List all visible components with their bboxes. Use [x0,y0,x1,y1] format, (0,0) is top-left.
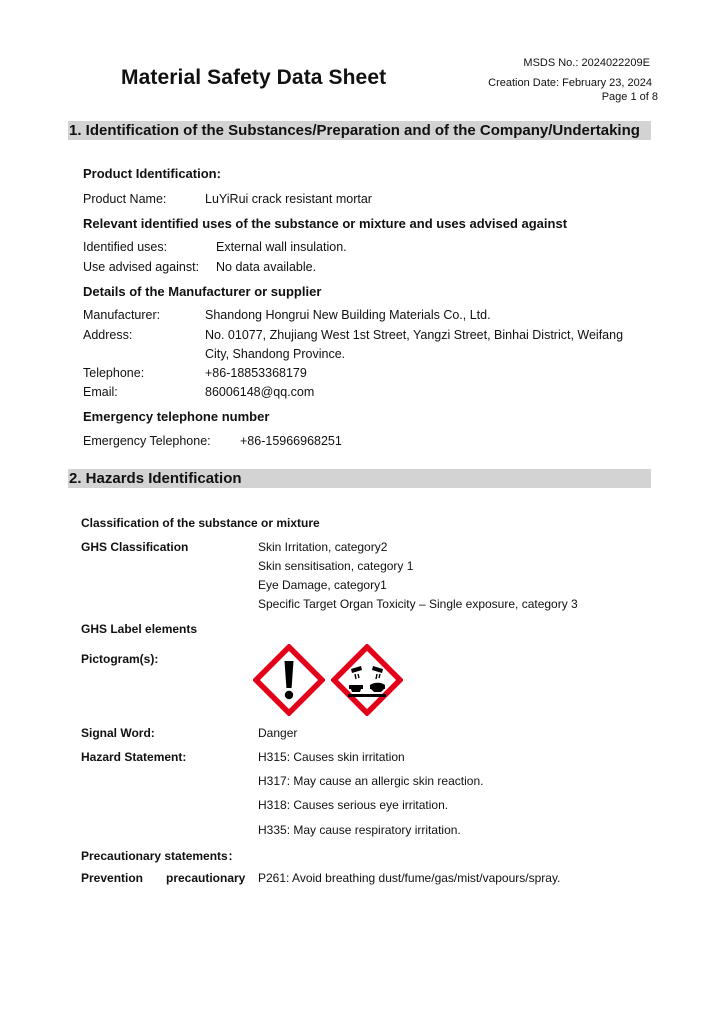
manufacturer-heading: Details of the Manufacturer or supplier [83,284,322,299]
classification-heading: Classification of the substance or mixture [81,516,320,530]
use-advised-against-label: Use advised against: [83,260,200,274]
signal-word-label: Signal Word: [81,726,155,740]
document-title: Material Safety Data Sheet [121,66,387,89]
telephone-value: +86-18853368179 [205,366,307,380]
hazard-statement: H318: Causes serious eye irritation. [258,798,449,812]
prevention-label-precautionary: precautionary [166,871,246,885]
emergency-telephone-label: Emergency Telephone: [83,434,211,448]
label-elements-heading: GHS Label elements [81,622,198,636]
email-value: 86006148@qq.com [205,385,315,399]
section-1-title: 1. Identification of the Substances/Preparation and of the Company/Undertaking [69,122,640,139]
emergency-heading: Emergency telephone number [83,409,270,424]
corrosion-icon [331,644,403,716]
emergency-telephone-value: +86-15966968251 [240,434,342,448]
manufacturer-label: Manufacturer: [83,308,161,322]
creation-date: Creation Date: February 23, 2024 [488,77,652,89]
ghs-classification-item: Skin Irritation, category2 [258,540,388,554]
signal-word-value: Danger [258,726,298,740]
identified-uses-label: Identified uses: [83,240,168,254]
ghs-classification-item: Skin sensitisation, category 1 [258,559,414,573]
manufacturer-value: Shandong Hongrui New Building Materials Co., Ltd. [205,308,491,322]
exclamation-mark-icon [253,644,325,716]
hazard-statement: H317: May cause an allergic skin reaction. [258,774,484,788]
precautionary-heading: Precautionary statements： [81,849,240,863]
ghs-classification-item: Eye Damage, category1 [258,578,387,592]
product-name-label: Product Name: [83,192,167,206]
pictogram-label: Pictogram(s): [81,652,159,666]
address-label: Address: [83,328,133,342]
msds-number: MSDS No.: 2024022209E [523,57,650,69]
section-1-header [68,121,651,140]
uses-heading: Relevant identified uses of the substance or mixture and uses advised against [83,216,568,231]
prevention-value: P261: Avoid breathing dust/fume/gas/mist/vapours/spray. [258,871,561,885]
ghs-classification-item: Specific Target Organ Toxicity – Single exposure, category 3 [258,597,578,611]
section-2-title: 2. Hazards Identification [69,470,242,487]
section-2-header [68,469,651,488]
hazard-statement: H335: May cause respiratory irritation. [258,823,461,837]
use-advised-against-value: No data available. [216,260,317,274]
hazard-statement-label: Hazard Statement: [81,750,187,764]
hazard-statement: H315: Causes skin irritation [258,750,405,764]
address-line-1: No. 01077, Zhujiang West 1st Street, Yangzi Street, Binhai District, Weifang [205,328,624,342]
ghs-classification-label: GHS Classification [81,540,189,554]
email-label: Email: [83,385,118,399]
address-line-2: City, Shandong Province. [205,347,346,361]
page-indicator: Page 1 of 8 [601,91,658,103]
product-identification-heading: Product Identification: [83,166,221,181]
identified-uses-value: External wall insulation. [216,240,347,254]
telephone-label: Telephone: [83,366,145,380]
prevention-label: Prevention [81,871,144,885]
product-name-value: LuYiRui crack resistant mortar [205,192,372,206]
